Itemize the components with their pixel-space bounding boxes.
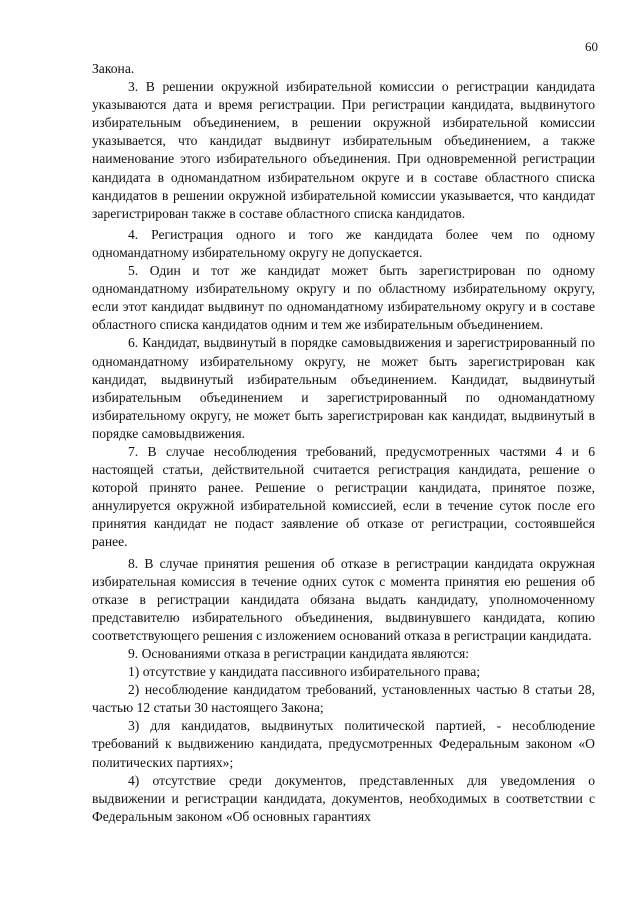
- paragraph-6: 6. Кандидат, выдвинутый в порядке самовыдвижения и зарегистрированный по одномандатному избирательному округу, не может быть зарегистрирован как кандидат, выдвинутый избирательным объединением. Кандидат, выдвинутый избирательным объединением и зарегистрированный по одномандатному избирательному округу, не может быть зарегистрирован как кандидат, выдвинутый в порядке самовыдвижения.: [92, 335, 595, 441]
- paragraph-5: 5. Один и тот же кандидат может быть зарегистрирован по одному одномандатному избирательному округу и по областному избирательному округу, если этот кандидат выдвинут по одномандатному избирательному округу и в составе областного списка кандидатов одним и тем же избирательным объединением.: [92, 263, 595, 333]
- list-item-1: 1) отсутствие у кандидата пассивного избирательного права;: [128, 664, 481, 680]
- paragraph-8: 8. В случае принятия решения об отказе в регистрации кандидата окружная избирательная комиссия в течение одних суток с момента принятия ею решения об отказе в регистрации кандидата обязана выдать кандидату, уполномоченному представителю избирательного объединения, выдвинувшего кандидата, копию соответствующего решения с изложением оснований отказа в регистрации кандидата.: [92, 555, 595, 643]
- list-item-4: 4) отсутствие среди документов, представленных для уведомления о выдвижении и регистрации кандидата, документов, необходимых в соответствии с Федеральным законом «Об основных гарантиях: [92, 772, 595, 824]
- document-body: [92, 60, 595, 826]
- paragraph-4: 4. Регистрация одного и того же кандидата более чем по одному одномандатному избирательному округу не допускается.: [92, 226, 595, 260]
- page-number: 60: [585, 39, 598, 54]
- paragraph-3: 3. В решении окружной избирательной комиссии о регистрации кандидата указываются дата и время регистрации. При регистрации кандидата, выдвинутого избирательным объединением, в решении окружной избирательной комиссии указывается, что кандидат выдвинут избирательным объединением, а также наименование этого избирательного объединения. При одновременной регистрации кандидата в одномандатном избирательном округе и в составе областного списка кандидатов в решении окружной избирательной комиссии указывается, что кандидат зарегистрирован также в составе областного списка кандидатов.: [92, 79, 595, 221]
- paragraph-7: 7. В случае несоблюдения требований, предусмотренных частями 4 и 6 настоящей статьи, действительной считается регистрация кандидата, решение о которой принято ранее. Решение о регистрации кандидата, принятое позже, аннулируется окружной избирательной комиссией, если в течение суток после его принятия кандидат не подаст заявление об отказе от регистрации, состоявшейся ранее.: [92, 443, 595, 550]
- list-item-2: 2) несоблюдение кандидатом требований, установленных частью 8 статьи 28, частью 12 статьи 30 настоящего Закона;: [92, 682, 595, 716]
- paragraph-9: 9. Основаниями отказа в регистрации кандидата являются:: [128, 646, 470, 661]
- list-item-3: 3) для кандидатов, выдвинутых политической партией, - несоблюдение требований к выдвижению кандидата, предусмотренных Федеральным законом «О политических партиях»;: [92, 718, 595, 770]
- paragraph-continuation: Закона.: [92, 61, 135, 76]
